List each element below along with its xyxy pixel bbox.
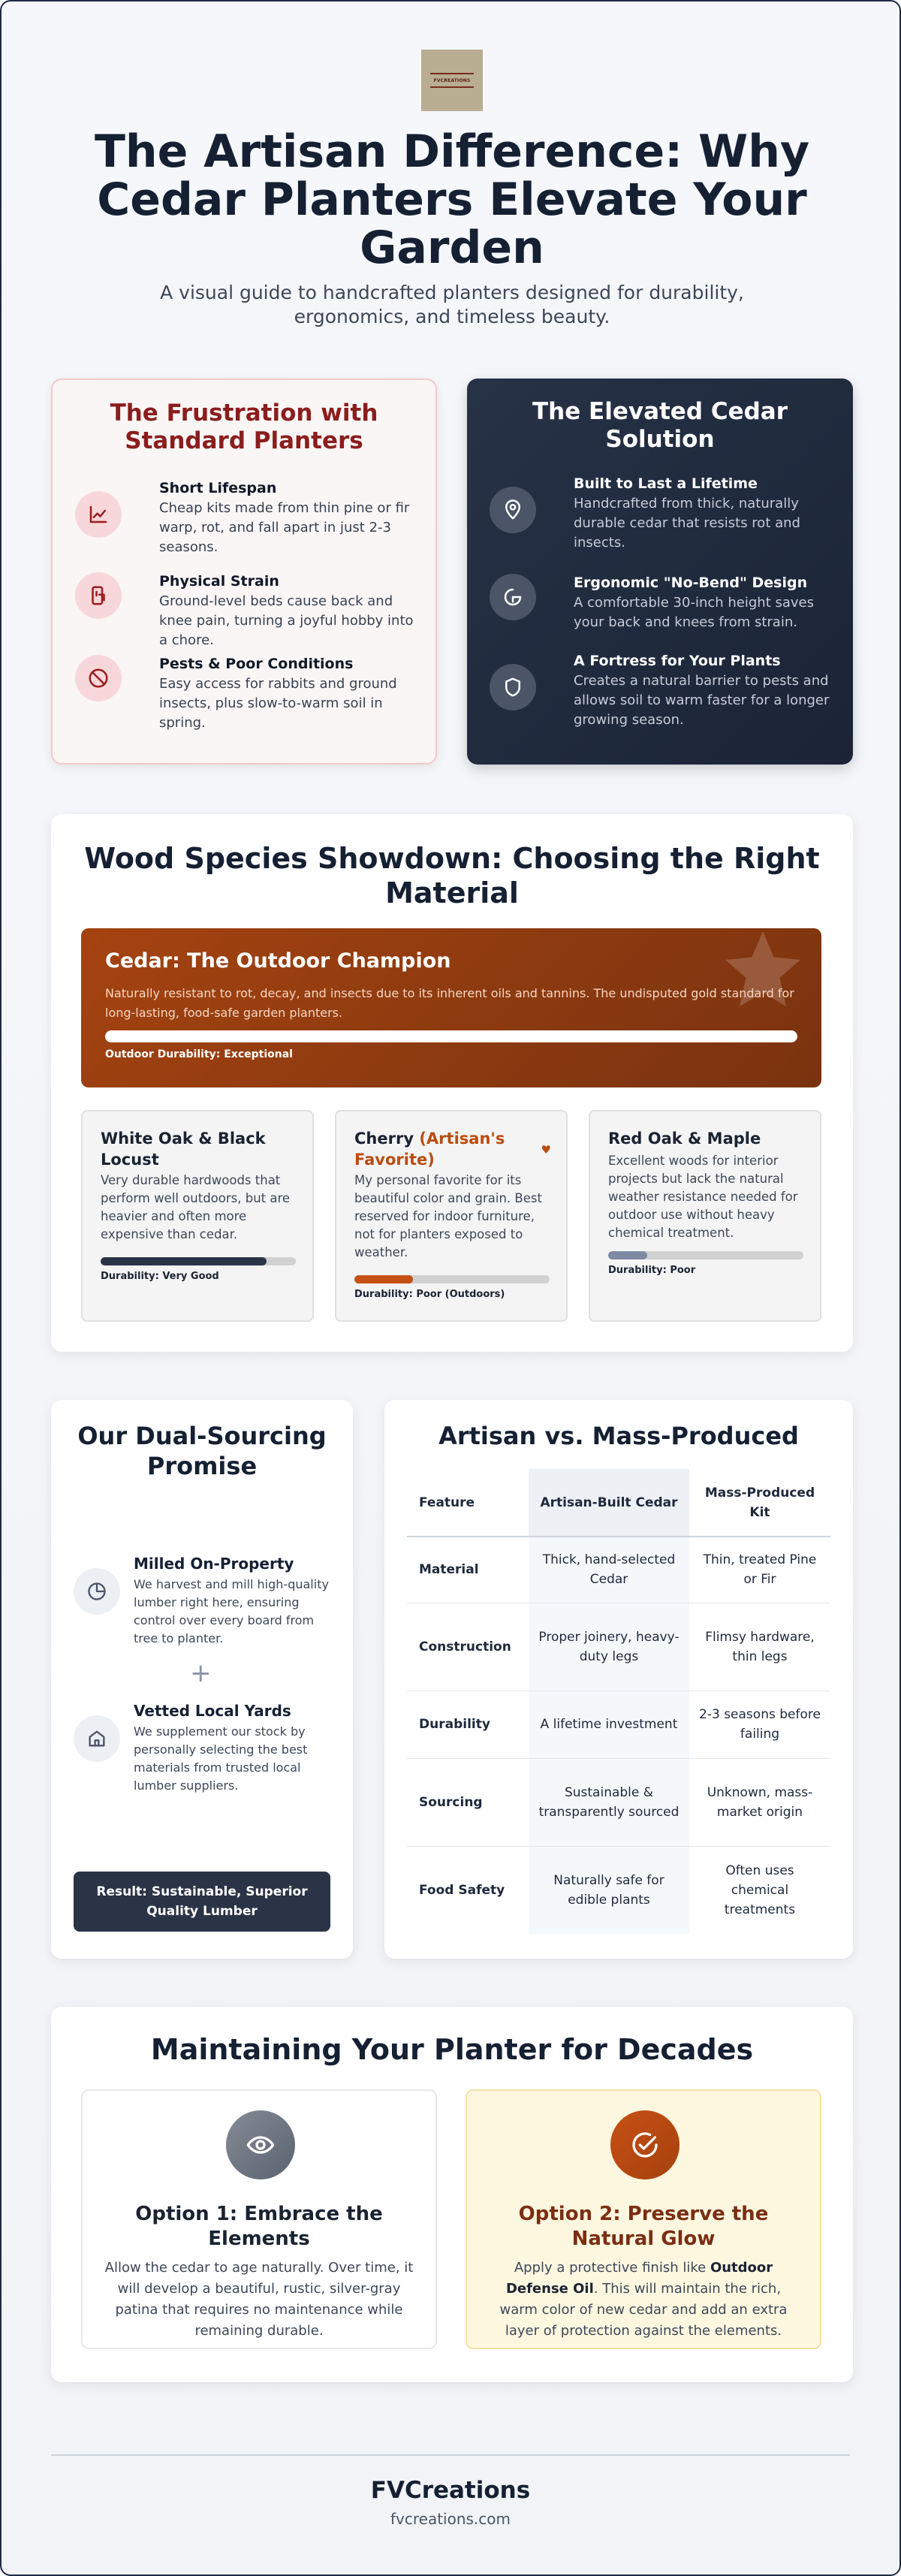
table-cell: Sustainable & transparently sourced	[529, 1758, 689, 1846]
wood-card-text: Excellent woods for interior projects but lack the natural weather resistance needed for outdoor use without heavy chemical treatment.	[608, 1154, 798, 1240]
problem-title: The Frustration with Standard Planters	[110, 400, 378, 454]
solution-title: The Elevated Cedar Solution	[532, 398, 788, 453]
table-cell: Flimsy hardware, thin legs	[689, 1603, 830, 1691]
durability-bar	[354, 1275, 550, 1283]
logo-text: FVCREATIONS	[433, 77, 471, 83]
option-1-title: Option 1: Embrace the Elements	[135, 2203, 383, 2250]
solution-item-text: A comfortable 30-inch height saves your back and knees from strain.	[574, 595, 814, 630]
durability-fill	[101, 1257, 267, 1265]
problem-card	[51, 379, 437, 765]
ergonomic-icon	[490, 574, 536, 620]
wood-species-panel	[51, 814, 853, 1352]
wood-title: Wood Species Showdown: Choosing the Right Material	[84, 842, 820, 909]
table-row	[407, 1691, 830, 1758]
cedar-durability-bar	[105, 1030, 797, 1042]
table-cell: Often uses chemical treatments	[724, 1863, 796, 1917]
solution-item-text: Creates a natural barrier to pests and allows soil to warm faster for a longer growing season.	[574, 673, 830, 728]
comparison-panel	[384, 1400, 853, 1959]
table-cell: Food Safety	[419, 1882, 505, 1898]
table-row	[407, 1758, 830, 1846]
solution-item	[490, 475, 833, 550]
cedar-title: Cedar: The Outdoor Champion	[105, 949, 451, 973]
cedar-highlight	[81, 928, 821, 1087]
table-cell: Material	[407, 1537, 529, 1603]
sourcing-panel	[51, 1400, 353, 1959]
table-cell: Sourcing	[407, 1758, 529, 1846]
durability-label: Durability: Very Good	[101, 1271, 219, 1282]
shield-icon	[490, 664, 536, 710]
solution-item	[490, 574, 833, 634]
option-2-text	[487, 2258, 800, 2342]
solution-item-title: Built to Last a Lifetime	[574, 475, 758, 492]
table-cell: Unknown, mass-market origin	[689, 1758, 830, 1846]
footer-brand: FVCreations	[370, 2477, 531, 2504]
problem-item-text: Easy access for rabbits and ground insects, plus slow-to-warm soil in spring.	[159, 676, 397, 731]
table-header-row	[407, 1469, 830, 1537]
problem-item-text: Cheap kits made from thin pine or fir warp, rot, and fall apart in just 2-3 seasons.	[159, 500, 410, 555]
option-2-card	[466, 2089, 821, 2349]
wood-card-title-main: Cherry	[354, 1130, 414, 1148]
durability-fill	[354, 1275, 413, 1283]
problem-item	[75, 655, 416, 731]
solution-card	[467, 379, 853, 765]
wood-card-red-oak	[589, 1110, 821, 1322]
sourcing-item-text: We harvest and mill high-quality lumber right here, ensuring control over every board from tree to planter.	[134, 1577, 329, 1645]
heart-icon: ♥	[541, 1143, 551, 1157]
check-circle-icon	[610, 2110, 680, 2179]
problem-item-title: Physical Strain	[159, 573, 279, 590]
sourcing-item-text: We supplement our stock by personally selecting the best materials from trusted local lumber suppliers.	[134, 1724, 308, 1793]
problem-item-text: Ground-level beds cause back and knee pain, turning a joyful hobby into a chore.	[159, 593, 414, 648]
table-row	[407, 1537, 830, 1603]
favorite-tag: (Artisan's Favorite)	[354, 1130, 505, 1169]
solution-item-title: A Fortress for Your Plants	[574, 653, 781, 669]
page-subtitle: A visual guide to handcrafted planters designed for durability, ergonomics, and timeless beauty.	[160, 282, 744, 327]
durability-label: Durability: Poor	[608, 1265, 696, 1276]
plus-icon: +	[190, 1658, 212, 1688]
column-header: Feature	[407, 1469, 529, 1537]
table-cell: A lifetime investment	[529, 1691, 689, 1758]
solution-item-title: Ergonomic "No-Bend" Design	[574, 575, 808, 591]
option-1-card	[81, 2089, 437, 2349]
trend-chart-icon	[75, 491, 122, 538]
sourcing-item	[74, 1702, 335, 1793]
table-cell: Construction	[407, 1603, 529, 1691]
footer-url[interactable]: fvcreations.com	[390, 2510, 511, 2528]
wood-card-text: Very durable hardwoods that perform well outdoors, but are heavier and often more expensive than cedar.	[101, 1173, 291, 1241]
sourcing-title: Our Dual-Sourcing Promise	[77, 1422, 327, 1480]
comparison-table	[407, 1469, 830, 1934]
option-2-text-start: Apply a protective finish like	[514, 2260, 710, 2276]
footer-divider	[51, 2454, 850, 2456]
cedar-text: Naturally resistant to rot, decay, and insects due to its inherent oils and tannins. The undisputed gold standard for long-lasting, food-safe garden planters.	[105, 986, 794, 1020]
solution-item	[490, 652, 833, 734]
durability-bar	[608, 1251, 803, 1259]
wood-card-title	[354, 1128, 550, 1170]
table-cell: Naturally safe for edible plants	[529, 1846, 689, 1934]
eye-icon	[226, 2110, 295, 2179]
location-pin-icon	[490, 487, 536, 533]
option-2-text-end: . This will maintain the rich, warm color of new cedar and add an extra layer of protection against the elements.	[499, 2281, 788, 2339]
column-header: Artisan-Built Cedar	[529, 1469, 689, 1537]
bending-person-icon	[75, 572, 122, 619]
table-row	[407, 1603, 830, 1691]
sourcing-item	[74, 1555, 335, 1645]
sourcing-item-title: Vetted Local Yards	[134, 1702, 291, 1720]
option-2-title: Option 2: Preserve the Natural Glow	[518, 2203, 769, 2250]
cedar-durability-fill	[105, 1030, 797, 1042]
home-icon	[74, 1715, 120, 1762]
maintenance-title: Maintaining Your Planter for Decades	[150, 2033, 754, 2066]
page-title: The Artisan Difference: Why Cedar Planters Elevate Your Garden	[94, 125, 810, 274]
cedar-durability-label: Outdoor Durability: Exceptional	[105, 1048, 293, 1060]
solution-item-text: Handcrafted from thick, naturally durable cedar that resists rot and insects.	[574, 496, 800, 550]
prohibited-icon	[75, 655, 122, 701]
pie-chart-icon	[74, 1568, 120, 1615]
product-name: Outdoor Defense Oil	[505, 2260, 773, 2297]
table-cell: Durability	[407, 1691, 529, 1758]
durability-label: Durability: Poor (Outdoors)	[354, 1289, 505, 1300]
wood-card-title: Red Oak & Maple	[608, 1130, 761, 1148]
wood-card-text: My personal favorite for its beautiful color and grain. Best reserved for indoor furniture, not for planters exposed to weather.	[354, 1173, 542, 1259]
wood-card-title: White Oak & Black Locust	[101, 1130, 266, 1169]
problem-item-title: Pests & Poor Conditions	[159, 656, 354, 672]
table-cell: 2-3 seasons before failing	[689, 1691, 830, 1758]
column-header: Mass-Produced Kit	[689, 1469, 830, 1537]
brand-logo	[421, 50, 483, 111]
durability-bar	[101, 1257, 296, 1265]
wood-card-cherry	[335, 1110, 568, 1322]
table-cell: Thin, treated Pine or Fir	[689, 1537, 830, 1603]
option-1-text: Allow the cedar to age naturally. Over time, it will develop a beautiful, rustic, silver-gray patina that requires no maintenance while remaining durable.	[104, 2260, 414, 2339]
durability-fill	[608, 1251, 647, 1259]
sourcing-item-title: Milled On-Property	[134, 1555, 294, 1573]
problem-item-title: Short Lifespan	[159, 480, 277, 496]
table-row	[407, 1846, 830, 1934]
sourcing-result-banner: Result: Sustainable, Superior Quality Lumber	[74, 1872, 330, 1932]
comparison-title: Artisan vs. Mass-Produced	[438, 1422, 799, 1450]
wood-card-white-oak	[81, 1110, 314, 1322]
problem-item	[75, 479, 416, 554]
maintenance-panel	[51, 2007, 853, 2382]
problem-item	[75, 572, 416, 648]
table-cell: Proper joinery, heavy-duty legs	[529, 1603, 689, 1691]
table-cell: Thick, hand-selected Cedar	[529, 1537, 689, 1603]
